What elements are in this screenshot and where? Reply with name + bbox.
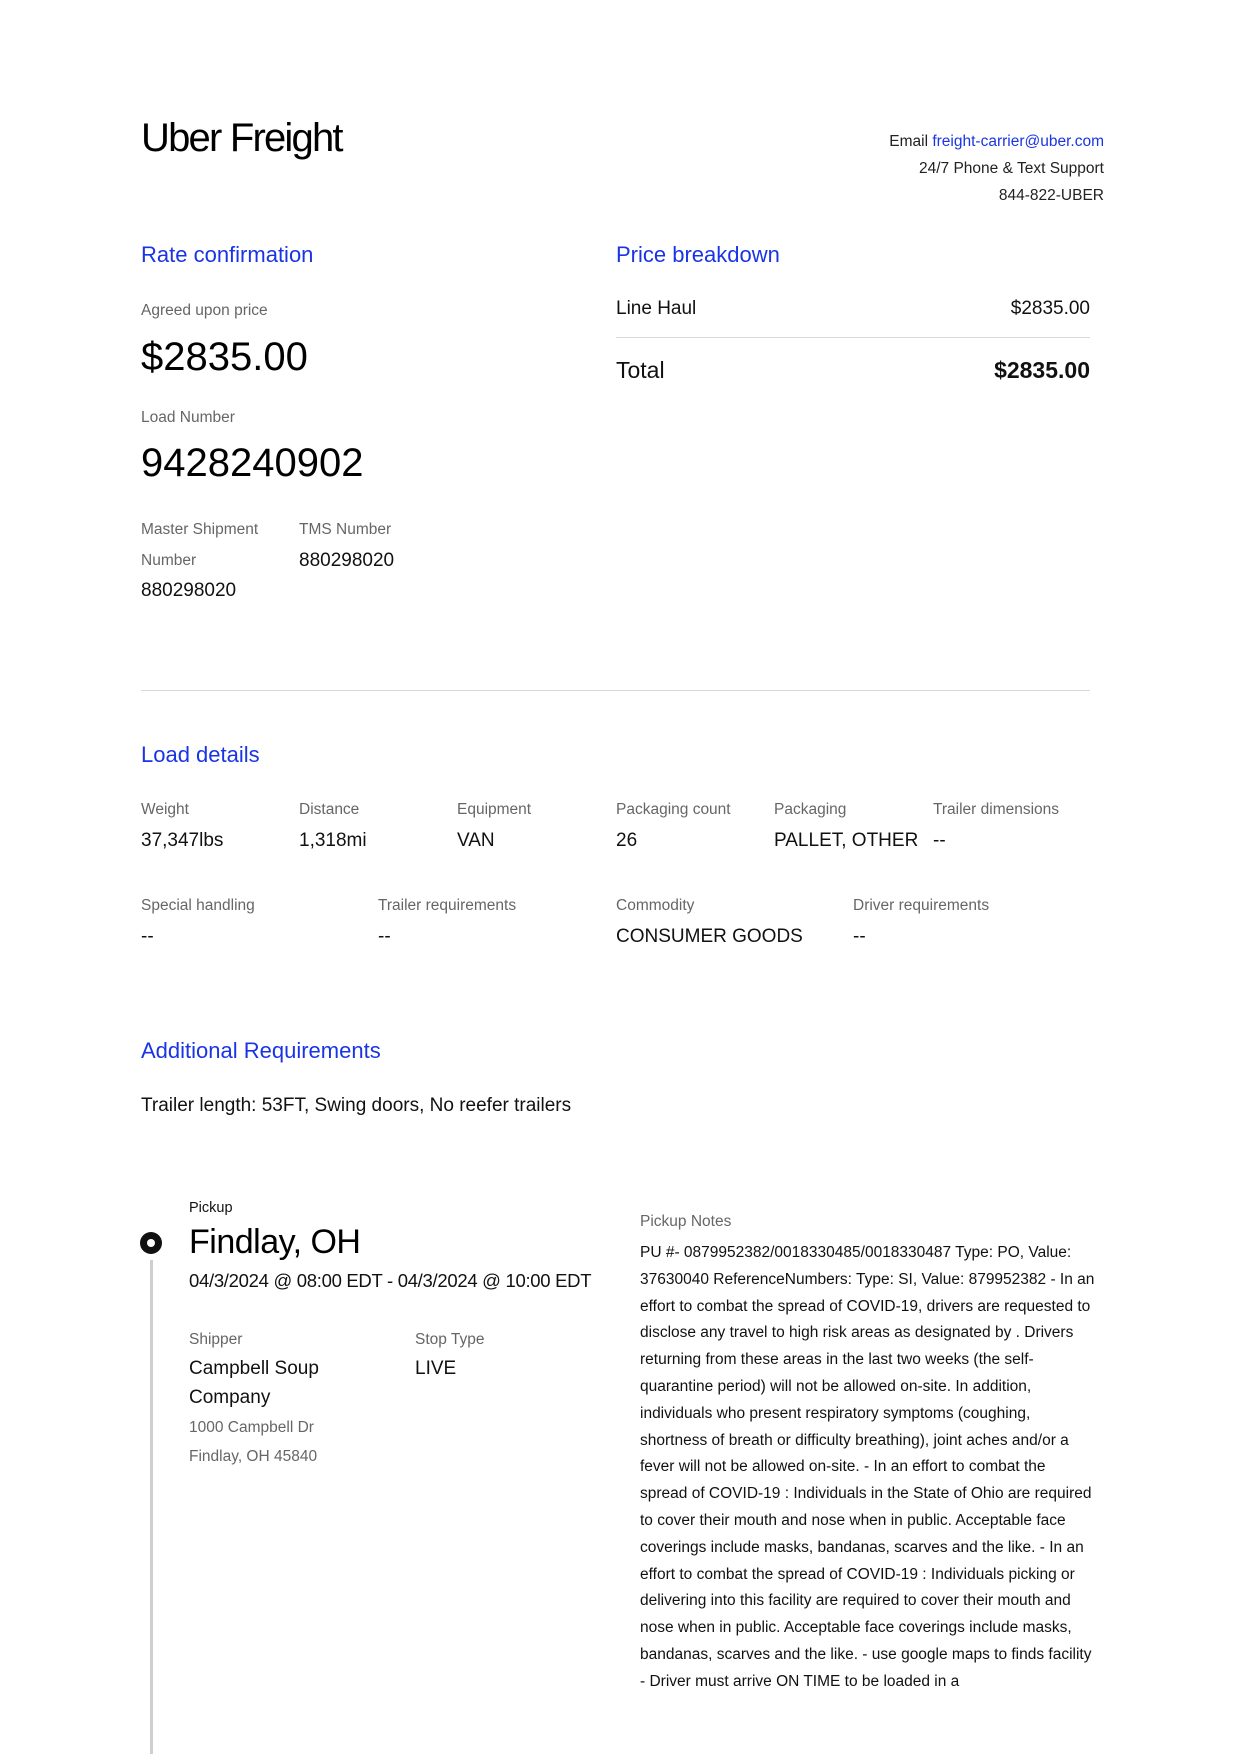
email-label: Email <box>889 133 929 150</box>
load-number-label: Load Number <box>141 409 235 426</box>
email-link[interactable]: freight-carrier@uber.com <box>932 133 1104 150</box>
timeline-line <box>150 1260 153 1754</box>
shipper-address-line2: Findlay, OH 45840 <box>189 1448 318 1465</box>
shipper-name-line1: Campbell Soup <box>189 1358 319 1379</box>
tms-number-value: 880298020 <box>299 550 395 571</box>
stop-marker-icon <box>140 1232 162 1254</box>
packaging-value: PALLET, OTHER <box>774 830 919 851</box>
additional-requirements-text: Trailer length: 53FT, Swing doors, No reefer trailers <box>141 1095 572 1116</box>
packaging-count-label: Packaging count <box>616 801 731 818</box>
master-shipment-label-line2: Number <box>141 552 197 569</box>
pickup-window: 04/3/2024 @ 08:00 EDT - 04/3/2024 @ 10:00 EDT <box>189 1270 592 1291</box>
equipment-label: Equipment <box>457 801 532 818</box>
shipper-address-line1: 1000 Campbell Dr <box>189 1419 314 1436</box>
total-row <box>616 357 1090 384</box>
trailer-dimensions-label: Trailer dimensions <box>933 801 1060 818</box>
phone-number: 844-822-UBER <box>998 187 1104 204</box>
trailer-dimensions-value: -- <box>933 830 946 851</box>
weight-label: Weight <box>141 801 189 818</box>
support-text: 24/7 Phone & Text Support <box>919 160 1104 177</box>
trailer-requirements-label: Trailer requirements <box>378 897 517 914</box>
agreed-price-value: $2835.00 <box>141 335 308 379</box>
contact-block <box>889 128 1104 209</box>
commodity-value: CONSUMER GOODS <box>616 926 803 947</box>
tms-number-label: TMS Number <box>299 521 392 538</box>
packaging-label: Packaging <box>774 801 847 818</box>
special-handling-value: -- <box>141 926 154 947</box>
shipper-label: Shipper <box>189 1331 243 1348</box>
pickup-city: Findlay, OH <box>189 1223 361 1261</box>
price-breakdown-title: Price breakdown <box>616 242 780 267</box>
agreed-price-label: Agreed upon price <box>141 302 268 319</box>
line-haul-label: Line Haul <box>616 298 697 319</box>
driver-requirements-value: -- <box>853 926 866 947</box>
equipment-value: VAN <box>457 830 495 851</box>
total-value: $2835.00 <box>994 357 1090 383</box>
master-shipment-label-line1: Master Shipment <box>141 521 259 538</box>
load-number-value: 9428240902 <box>141 441 364 485</box>
line-haul-row <box>616 298 1090 320</box>
shipper-name-line2: Company <box>189 1387 271 1408</box>
load-details-title: Load details <box>141 742 260 767</box>
stop-type-value: LIVE <box>415 1358 457 1379</box>
price-divider <box>616 337 1090 338</box>
commodity-label: Commodity <box>616 897 695 914</box>
master-shipment-number: 880298020 <box>141 580 237 601</box>
driver-requirements-label: Driver requirements <box>853 897 990 914</box>
pickup-notes-text: PU #- 0879952382/0018330485/0018330487 Type: PO, Value: 37630040 ReferenceNumbers: Type: SI, Value: 879952382 - In an effort to combat the spread of COVID-19, drivers are requested to disclose any travel to high risk areas as designated by . Drivers returning from these areas in the last two weeks (the self-quarantine period) will not be allowed on-site. In addition, individuals who present respiratory symptoms (coughing, shortness of breath or difficulty breathing), joint aches and/or a fever will not be allowed on-site. - In an effort to combat the spread of COVID-19 : Individuals in the State of Ohio are required to cover their mouth and nose when in public. Acceptable face coverings include masks, bandanas, scarves and the like. - In an effort to combat the spread of COVID-19 : Individuals picking or delivering into this facility are required to cover their mouth and nose when in public. Acceptable face coverings include masks, bandanas, scarves and the like. - use google maps to finds facility - Driver must arrive ON TIME to be loaded in a <box>640 1244 1095 1690</box>
trailer-requirements-value: -- <box>378 926 391 947</box>
special-handling-label: Special handling <box>141 897 255 914</box>
stop-type-label: Stop Type <box>415 1331 485 1348</box>
uber-freight-logo: Uber Freight <box>141 116 342 160</box>
distance-label: Distance <box>299 801 360 818</box>
pickup-notes-label: Pickup Notes <box>640 1213 732 1230</box>
section-divider <box>141 690 1090 691</box>
rate-confirmation-title: Rate confirmation <box>141 242 314 267</box>
distance-value: 1,318mi <box>299 830 367 851</box>
packaging-count-value: 26 <box>616 830 638 851</box>
weight-value: 37,347lbs <box>141 830 224 851</box>
pickup-label: Pickup <box>189 1200 233 1216</box>
additional-requirements-title: Additional Requirements <box>141 1038 381 1063</box>
line-haul-value: $2835.00 <box>1010 298 1090 319</box>
total-label: Total <box>616 357 665 383</box>
